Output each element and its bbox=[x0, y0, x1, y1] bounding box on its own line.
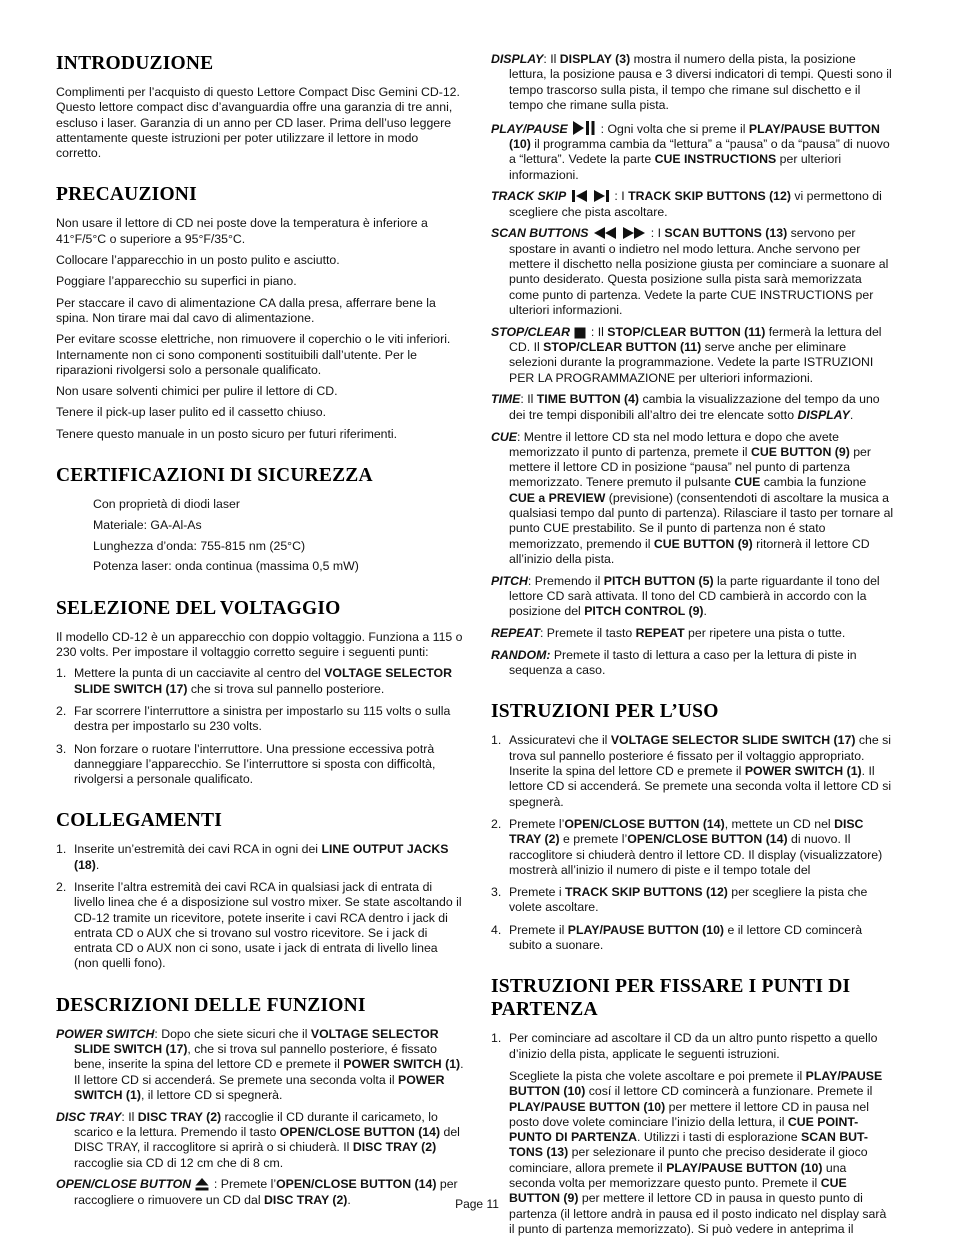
emphasis-text: LINE OUTPUT JACKS (18) bbox=[74, 842, 449, 872]
text-run: cambia la funzione bbox=[760, 475, 867, 490]
spec-line bbox=[56, 518, 464, 533]
text-run: che si trova sul pannello posteriore é fissato per il voltaggio appropriato. Inserite la spina del lettore CD e premete il bbox=[509, 733, 891, 779]
section-heading: ISTRUZIONI PER L’USO bbox=[491, 701, 719, 723]
text-run: raccoglie sia CD di 12 cm che di 8 cm. bbox=[74, 1155, 284, 1170]
emphasis-text: CUE BUTTON (9) bbox=[750, 444, 850, 459]
function-description bbox=[491, 648, 895, 679]
paragraph bbox=[56, 332, 464, 378]
skip-forward-icon bbox=[593, 189, 610, 203]
text-run: la parte riguardante il tono del lettore CD sarà attivata. Il tono del CD cambierà in accordo con la posizione del bbox=[509, 573, 880, 619]
list-item bbox=[56, 880, 464, 972]
text-run: Potenza laser: onda continua (massima 0,5 mW) bbox=[93, 559, 359, 574]
emphasis-text: VOLTAGE SELECTOR SLIDE SWITCH (17) bbox=[74, 1026, 439, 1057]
list-item bbox=[491, 817, 895, 878]
eject-icon bbox=[195, 1178, 209, 1191]
emphasis-text: PITCH CONTROL (9) bbox=[584, 604, 704, 619]
paragraph bbox=[56, 216, 464, 247]
paragraph bbox=[56, 630, 464, 661]
text-run: : Il bbox=[121, 1109, 138, 1124]
play-pause-icon bbox=[572, 120, 596, 136]
text-run: Far scorrere l’interruttore a sinistra per impostarlo su 115 volts o sulla destra per impostarlo su 230 volts. bbox=[74, 703, 451, 734]
list-item bbox=[56, 742, 464, 788]
list-number: 1. bbox=[56, 842, 67, 857]
emphasis-text: CUE POINT-PUNTO DI PARTENZA bbox=[509, 1114, 859, 1145]
section bbox=[56, 994, 464, 1208]
function-description bbox=[56, 1110, 464, 1171]
text-run: Premete il bbox=[509, 922, 568, 937]
text-run: : Premete il tasto bbox=[539, 626, 636, 641]
text-run: e premete l’ bbox=[559, 832, 628, 847]
emphasis-text: DISC TRAY (2) bbox=[509, 816, 864, 847]
right-column bbox=[491, 52, 895, 1259]
fast-forward-icon bbox=[622, 226, 646, 240]
emphasis-text: POWER SWITCH (1) bbox=[343, 1057, 461, 1072]
list-item bbox=[56, 842, 464, 873]
text-run: Non forzare o ruotare l’interruttore. Una pressione eccessiva potrà danneggiare l’apparecchio. Se l’interruttore si sposta con difficoltà, rivolgersi a personale qualificato. bbox=[74, 741, 436, 787]
spec-line bbox=[56, 497, 464, 512]
text-run: . Utilizzi i tasti di esplorazione bbox=[636, 1130, 802, 1145]
list-item bbox=[56, 666, 464, 697]
text-run: . bbox=[849, 407, 854, 422]
emphasis-text: STOP/CLEAR BUTTON (11) bbox=[607, 324, 766, 339]
section-heading: SELEZIONE DEL VOLTAGGIO bbox=[56, 597, 341, 619]
text-run: Lunghezza d’onda: 755-815 nm (25°C) bbox=[93, 538, 306, 553]
text-run: : Ogni volta che si preme il bbox=[600, 121, 749, 136]
text-run: Premete il tasto di lettura a caso per la lettura di piste in sequenza a caso. bbox=[509, 647, 857, 678]
text-run: per ulteriori informazioni. bbox=[509, 152, 842, 182]
function-label: OPEN/CLOSE BUTTON bbox=[56, 1177, 192, 1192]
text-run: (previsione) (consentendoti di ascoltare la musica a qualsiasi tempo dal punto di partenza). Rilasciare il tasto per tornare al punto CUE prestabilito. Se il punto di partenza non é stato memorizzato, premendo il bbox=[509, 490, 894, 551]
list-item bbox=[491, 733, 895, 809]
text-run: cosí il lettore CD comincerà a funzionare. Premete il bbox=[585, 1084, 873, 1099]
emphasis-text: POWER SWITCH (1) bbox=[74, 1072, 445, 1102]
list-item bbox=[491, 1031, 895, 1062]
text-run: cambia la visualizzazione del tempo da uno dei tre tempi disponibili all’altro dei tre elencate sotto bbox=[509, 392, 880, 422]
text-run: Assicuratevi che il bbox=[509, 733, 611, 748]
list-number: 1. bbox=[56, 666, 67, 681]
function-description bbox=[491, 52, 895, 113]
text-run: : Il bbox=[520, 392, 537, 407]
emphasis-text: SCAN BUTTONS (13) bbox=[664, 226, 788, 241]
function-description bbox=[491, 226, 895, 318]
paragraph bbox=[56, 427, 464, 442]
text-run: : Dopo che siete sicuri che il bbox=[154, 1026, 311, 1041]
section-heading: INTRODUZIONE bbox=[56, 53, 214, 74]
section bbox=[56, 809, 464, 971]
list-number: 3. bbox=[56, 741, 67, 756]
emphasis-text: TIME BUTTON (4) bbox=[536, 392, 640, 407]
list-number: 2. bbox=[56, 880, 67, 894]
paragraph bbox=[56, 384, 464, 399]
text-run: , il lettore CD si spegnerà. bbox=[140, 1087, 283, 1102]
text-run: il programma cambia da “lettura” a “pausa” o da “pausa” di nuovo a “lettura”. Vedete la parte bbox=[509, 136, 890, 167]
text-run: Complimenti per l’acquisto di questo Lettore Compact Disc Gemini CD-12. Questo lettore compact disc d’avanguardia offre una garanzia di tre anni, escluso i laser. Garanzia di un anno per CD laser. Prima dell’uso leggere attentamente queste istruzioni per poter utilizzare il lettore in modo corretto. bbox=[56, 85, 460, 161]
text-run: : I bbox=[614, 189, 629, 204]
emphasis-text: PLAY/PAUSE BUTTON (10) bbox=[509, 121, 880, 151]
function-description bbox=[491, 325, 895, 386]
function-description bbox=[491, 626, 895, 641]
text-run: vi permettono di scegliere che pista ascoltare. bbox=[509, 189, 882, 219]
section bbox=[56, 183, 464, 442]
function-label: PITCH bbox=[491, 573, 528, 588]
section bbox=[491, 52, 895, 678]
emphasis-text: TRACK SKIP BUTTONS (12) bbox=[628, 189, 791, 204]
emphasis-text: CUE BUTTON (9) bbox=[509, 1176, 847, 1206]
text-run: per mettere il lettore CD in pausa in questo punto di partenza (il lettore andrà in pausa ed il posto indicato nel display sarà il punto di partenza memorizzato). Si può vedere in anteprima il bbox=[509, 1191, 887, 1236]
emphasis-text: OPEN/CLOSE BUTTON (14) bbox=[627, 832, 788, 847]
text-run: , mettete un CD nel bbox=[724, 816, 835, 831]
list-item bbox=[56, 704, 464, 735]
function-label: REPEAT bbox=[491, 626, 540, 641]
section-heading: ISTRUZIONI PER FISSARE I PUNTI DI PARTENZA bbox=[491, 976, 851, 1021]
text-run: Scegliete la pista che volete ascoltare e poi premete il bbox=[509, 1068, 806, 1083]
emphasis-text: SCAN BUT-TONS (13) bbox=[509, 1130, 868, 1160]
function-label: CUE bbox=[491, 429, 517, 444]
text-run: Premete i bbox=[509, 885, 566, 900]
section-heading: COLLEGAMENTI bbox=[56, 810, 223, 832]
text-run: : Mentre il lettore CD sta nel modo lettura e dopo che avete memorizzato il punto di partenza, premete il bbox=[509, 429, 839, 459]
list-subparagraph bbox=[491, 1069, 895, 1237]
text-run: Collocare l’apparecchio in un posto pulito e asciutto. bbox=[56, 253, 340, 268]
text-run: mostra il numero della pista, la posizione lettura, la posizione pausa e 3 diversi indicatori di tempi. Questi sono il tempo trascorso sulla pista, il tempo che rimane sul dischetto e il tempo che rimane sulla pista. bbox=[509, 52, 892, 112]
text-run: , che si trova sul pannello posteriore, é fissato bene, inserite la spina del lettore CD e premete il bbox=[74, 1042, 437, 1072]
text-run: per mettere il lettore CD in pausa nel posto dove volete cominciare l’inizio della lettura, il bbox=[509, 1099, 869, 1129]
section-heading: PRECAUZIONI bbox=[56, 184, 197, 206]
function-label: TRACK SKIP bbox=[491, 189, 567, 204]
emphasis-text: DISPLAY (3) bbox=[559, 52, 631, 66]
text-run: ritornerà il lettore CD all’inizio della pista. bbox=[509, 536, 870, 566]
text-run: servono per spostare in avanti o indietro nel modo lettura. Anche servono per mettere il dischetto nella posizione giusta per cominciare a suonare al punto desiderato. Questa posizione sulla pista sarà memorizzata come punto di partenza. Vedete la parte CUE INSTRUCTIONS per ulteriori informazioni. bbox=[509, 226, 889, 317]
function-label: SCAN BUTTONS bbox=[491, 226, 589, 241]
text-run: . Il lettore CD si accenderá. Se premete una seconda volta il bbox=[74, 1057, 464, 1087]
function-label: TIME bbox=[491, 392, 521, 407]
text-run: Materiale: GA-Al-As bbox=[93, 517, 202, 532]
emphasis-text: PLAY/PAUSE BUTTON (10) bbox=[567, 922, 725, 937]
text-run: di nuovo. Il raccoglitore si chiuderà dentro il lettore CD. Il display (visualizzatore) mostrerà all’inizio il numero di piste e il tempo totale del bbox=[509, 832, 883, 877]
left-column bbox=[56, 52, 464, 1230]
stop-icon bbox=[574, 327, 586, 339]
text-run: Tenere il pick-up laser pulito ed il cassetto chiuso. bbox=[56, 405, 326, 420]
text-run: per scegliere la pista che volete ascoltare. bbox=[509, 885, 868, 915]
text-run: Il modello CD-12 è un apparecchio con doppio voltaggio. Funziona a 115 o 230 volts. Per impostare il voltaggio corretto seguire i seguenti punti: bbox=[56, 629, 463, 660]
emphasis-text: CUE BUTTON (9) bbox=[653, 536, 753, 551]
emphasis-text: VOLTAGE SELECTOR SLIDE SWITCH (17) bbox=[74, 666, 452, 696]
function-label: DISPLAY bbox=[491, 52, 544, 66]
text-run: una seconda volta per memorizzare questo punto. Premete il bbox=[509, 1160, 847, 1191]
text-run: Non usare il lettore di CD nei poste dove la temperatura è inferiore a 41°F/5°C o superiore a 95°F/35°C. bbox=[56, 216, 428, 246]
function-description bbox=[491, 120, 895, 183]
text-run: Mettere la punta di un cacciavite al centro del bbox=[74, 666, 325, 681]
section bbox=[56, 52, 464, 161]
emphasis-text: CUE bbox=[734, 475, 761, 490]
spec-line bbox=[56, 559, 464, 574]
emphasis-text: PLAY/PAUSE BUTTON (10) bbox=[509, 1099, 666, 1114]
function-description bbox=[491, 574, 895, 620]
emphasis-text: CUE INSTRUCTIONS bbox=[654, 152, 777, 167]
text-run: Inserite l’altra estremità dei cavi RCA in qualsiasi jack di entrata di livello linea che é a disposizione sul vostro mixer. Se state ascoltando il CD-12 tramite un ricevitore, potete inserite i cavi RCA dentro i jack di entrata CD o AUX che si trovano sul vostro ricevitore. Se i jack di entrata CD o AUX non ci sono, usate i jack di entrata di livello linea (non quelli fono). bbox=[74, 880, 462, 971]
text-run: : I bbox=[650, 226, 665, 241]
text-run: e il lettore CD comincerà subito a suonare. bbox=[509, 922, 863, 953]
page-number: Page 11 bbox=[455, 1197, 499, 1211]
list-number: 4. bbox=[491, 922, 502, 937]
function-description bbox=[491, 392, 895, 423]
text-run: . bbox=[703, 604, 707, 619]
paragraph bbox=[56, 274, 464, 289]
paragraph bbox=[56, 253, 464, 268]
emphasis-text: STOP/CLEAR BUTTON (11) bbox=[543, 340, 702, 355]
emphasis-text: DISC TRAY (2) bbox=[264, 1192, 348, 1207]
text-run: Con proprietà di diodi laser bbox=[93, 497, 240, 512]
function-description bbox=[56, 1027, 464, 1103]
text-run: Inserite un’estremità dei cavi RCA in ogni dei bbox=[74, 842, 322, 857]
list-item bbox=[491, 923, 895, 954]
text-run: fermerà la lettura del CD. Il bbox=[509, 324, 882, 355]
emphasis-text: DISC TRAY (2) bbox=[137, 1109, 222, 1124]
text-run: Tenere questo manuale in un posto sicuro per futuri riferimenti. bbox=[56, 426, 398, 441]
emphasis-text: REPEAT bbox=[635, 626, 685, 641]
emphasis-text: PLAY/PAUSE BUTTON (10) bbox=[666, 1160, 823, 1175]
text-run: . Il lettore CD si accenderá. Se premete una seconda volta il lettore CD si spegnerà. bbox=[509, 764, 892, 809]
text-run: Non usare solventi chimici per pulire il lettore di CD. bbox=[56, 384, 338, 399]
function-label: DISC TRAY bbox=[56, 1109, 122, 1124]
function-label: POWER SWITCH bbox=[56, 1026, 155, 1041]
list-number: 1. bbox=[491, 1031, 502, 1046]
paragraph bbox=[56, 405, 464, 420]
list-number: 2. bbox=[491, 816, 502, 831]
text-run: per raccogliere o rimuovere un CD dal bbox=[74, 1177, 458, 1207]
text-run: . bbox=[347, 1192, 351, 1207]
rewind-icon bbox=[593, 226, 617, 240]
emphasis-text: OPEN/CLOSE BUTTON (14) bbox=[276, 1177, 437, 1192]
text-run: Premete l’ bbox=[509, 816, 565, 831]
paragraph bbox=[56, 296, 464, 327]
section bbox=[56, 597, 464, 788]
text-run: che si trova sul pannello posteriore. bbox=[187, 681, 385, 696]
emphasis-text: CUE a PREVIEW bbox=[509, 490, 606, 505]
emphasis-text: DISPLAY bbox=[797, 407, 850, 422]
section bbox=[56, 464, 464, 575]
function-label: PLAY/PAUSE bbox=[491, 121, 568, 136]
emphasis-text: POWER SWITCH (1) bbox=[744, 764, 862, 779]
emphasis-text: VOLTAGE SELECTOR SLIDE SWITCH (17) bbox=[610, 733, 856, 748]
list-item bbox=[491, 885, 895, 916]
function-description bbox=[491, 430, 895, 568]
text-run: . bbox=[95, 857, 100, 872]
emphasis-text: TRACK SKIP BUTTONS (12) bbox=[565, 885, 728, 900]
text-run: raccoglie il CD durante il caricameto, lo scarico e la lettura. Premendo il tasto bbox=[74, 1109, 438, 1140]
list-number: 1. bbox=[491, 733, 502, 748]
section bbox=[491, 700, 895, 953]
function-label: STOP/CLEAR bbox=[491, 324, 571, 339]
text-run: Per evitare scosse elettriche, non rimuovere il coperchio o le viti inferiori. Internamente non ci sono componenti sostituibili dall’utente. Per le riparazioni rivolgersi solo a personale qualificato. bbox=[56, 332, 451, 377]
emphasis-text: PLAY/PAUSE BUTTON (10) bbox=[509, 1068, 883, 1099]
paragraph bbox=[56, 85, 464, 161]
text-run: : Premete l’ bbox=[213, 1177, 277, 1192]
text-run: : Il bbox=[590, 324, 608, 339]
text-run: per ripetere una pista o tutte. bbox=[684, 626, 846, 641]
spec-line bbox=[56, 539, 464, 554]
text-run: : Il bbox=[543, 52, 560, 66]
text-run: : Premendo il bbox=[527, 573, 604, 588]
emphasis-text: OPEN/CLOSE BUTTON (14) bbox=[279, 1125, 441, 1140]
text-run: Poggiare l’apparecchio su superfici in piano. bbox=[56, 274, 297, 289]
skip-back-icon bbox=[571, 189, 588, 203]
emphasis-text: OPEN/CLOSE BUTTON (14) bbox=[564, 816, 725, 831]
text-run: per mettere il lettore CD in posizione “pausa” nel punto di partenza memorizzato. Tenere premuto il pulsante bbox=[509, 444, 871, 490]
text-run: per selezionare il punto che preciso desiderate il gioco cominciare, allora premete il bbox=[509, 1145, 868, 1175]
list-number: 2. bbox=[56, 703, 67, 718]
text-run: serve anche per eliminare selezioni durante la programmazione. Vedete la parte ISTRUZIONI PER LA PROGRAMMAZIONE per ulteriori informazioni. bbox=[509, 340, 874, 385]
function-label: RANDOM: bbox=[491, 647, 551, 662]
emphasis-text: DISC TRAY (2) bbox=[352, 1140, 437, 1155]
text-run: Per staccare il cavo di alimentazione CA dalla presa, afferrare bene la spina. Non tirare mai dal cavo di alimentazione. bbox=[56, 295, 436, 325]
section-heading: DESCRIZIONI DELLE FUNZIONI bbox=[56, 994, 366, 1016]
list-number: 3. bbox=[491, 885, 502, 900]
function-description bbox=[491, 189, 895, 220]
section-heading: CERTIFICAZIONI DI SICUREZZA bbox=[56, 465, 373, 487]
text-run: del DISC TRAY, il raccoglitore si aprirà o si chiuderà. Il bbox=[74, 1125, 460, 1155]
emphasis-text: PITCH BUTTON (5) bbox=[603, 573, 714, 588]
text-run: Per cominciare ad ascoltare il CD da un altro punto rispetto a quello d’inizio della pista, applicate le seguenti istruzioni. bbox=[509, 1031, 878, 1061]
